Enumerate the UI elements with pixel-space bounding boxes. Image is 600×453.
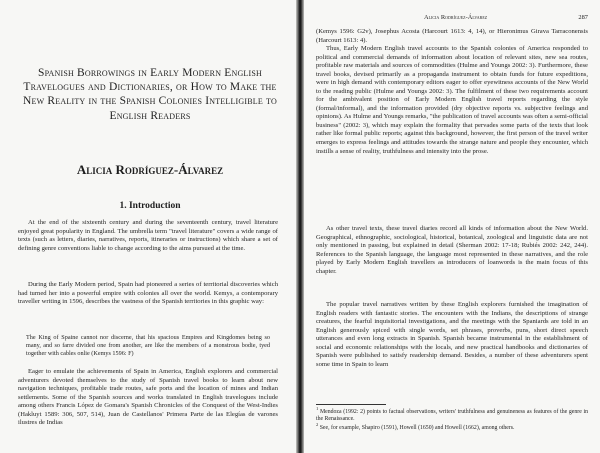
continuation-text: (Kemys 1596: G2v), Josephus Acosta (Harcourt 1613: 4, 14), or Hieronimus Girava Tarraconensis (Harcourt 1613: 4). — [316, 28, 588, 44]
footnote-marker: 2 — [316, 422, 319, 428]
body-paragraph: The popular travel narratives written by these English explorers furnished the imagination of English readers with fantastic stories. The encounters with the Indians, the descriptions of strange creatures, the fearful inquisitorial investigations, and the meetings with the Spaniards are told in an English generously spiced with single words, set phrases, proverbs, puns, short direct speech utterances and even long extracts in Spanish. Spanish became instrumental in the establishment of social and economic relationships with the locals, and new practical handbooks and dictionaries of Spanish were published to satisfy readership demand. Besides, a number of these adventurers spent some time in Spain to learn — [316, 301, 588, 368]
page-number: 287 — [578, 14, 588, 21]
body-paragraph: At the end of the sixteenth century and during the seventeenth century, travel literature enjoyed great popularity in England. The umbrella term "travel literature" covers a wide range of texts (such as letters, diaries, narratives, reports, itineraries or instructions) which share a set of defining genre conventions liable to change according to the aims pursued at the time. — [18, 219, 278, 252]
footnote-text: Mendoza (1992: 2) points to factual observations, writers' truthfulness and genuineness as features of the genre in the Renaissance. — [316, 409, 588, 423]
chapter-title: Spanish Borrowings in Early Modern English Travelogues and Dictionaries, or How to Make the New Reality in the Spanish Colonies Intelligible to English Readers — [23, 67, 277, 122]
author-name: Alicia Rodríguez-Álvarez — [76, 162, 224, 177]
body-paragraph: As other travel texts, these travel diaries record all kinds of information about the New World. Geographical, ethnographic, sociological, historical, botanical, zoological and linguistic data are not only mentioned in passing, but explained in detail (Sherman 2002: 17-18; Rubiés 2002: 242, 244). References to the Spanish language, the language most represented in these narratives, and the role played by Early Modern English travellers as introducers of loanwords is the main focus of this chapter. — [316, 225, 588, 275]
footnote-rule — [316, 404, 386, 405]
body-paragraph: Eager to emulate the achievements of Spain in America, English explorers and commercial adventurers devoted themselves to the study of Spanish travel books to learn about new navigation techniques, profitable trade routes, safe ports and the location of mines and Indian settlements. Some of the Spanish sources and works translated in English travelogues include among others Francis López de Gomara's Spanish Chronicles of the Conquest of the West-Indies (Hakluyt 1589: 306, 507, 514), Juan de Castellanos' Primera Parte de las Elegías de varones ilustres de Indias — [18, 368, 278, 427]
book-gutter — [296, 0, 304, 453]
body-paragraph: Thus, Early Modern English travel accounts to the Spanish colonies of America responded to political and commercial demands of information about location of relevant sites, new sea routes, profitable raw materials and sources of commodities (Hulme and Youngs 2002: 3). Furthermore, these travel books, devised primarily as a propaganda instrument to obtain funds for future expeditions, were in high demand with contemporary editors eager to offer eyewitness accounts of the New World to the reading public (Hulme and Youngs 2002: 3). The fulfilment of these two requirements account for the ambivalent position of Early Modern English travel reports regarding the style (formal/informal), and the information provided (dry objective reports vs. subjective feelings and opinions). As Hulme and Youngs remarks, "the publication of travel accounts was often a semi-official business" (2002: 3), which may explain the formality that pervades some parts of the texts that look rather like formal public reports; against this background, however, the first person of the travel writer emerges to express feelings and attitudes towards the strange nature and people they encounter, which instills a sense of reality, truthfulness and intensity into the prose. — [316, 45, 588, 155]
body-paragraph: During the Early Modern period, Spain had pioneered a series of territorial discoveries which had turned her into a powerful empire with colonies all over the world. Kemys, a contemporary traveller writing in 1596, describes the vastness of the Spanish territories in this graphic way: — [18, 281, 278, 306]
footnote-text: See, for example, Shapiro (1591), Howell (1650) and Howell (1662), among others. — [319, 425, 515, 431]
footnote — [316, 406, 588, 424]
footnote — [316, 422, 588, 432]
footnote-marker: 1 — [316, 406, 319, 412]
running-title: Alicia Rodríguez-Álvarez — [424, 14, 488, 21]
section-heading: 1. Introduction — [119, 201, 181, 211]
block-quote: The King of Spaine cannot nor discerne, that his spacious Empires and Kingdomes being so many, and so farre divided one from another, are like the members of a monstrous bodie, tyed together with cables onlie (Kemys 1596: F) — [26, 334, 270, 358]
